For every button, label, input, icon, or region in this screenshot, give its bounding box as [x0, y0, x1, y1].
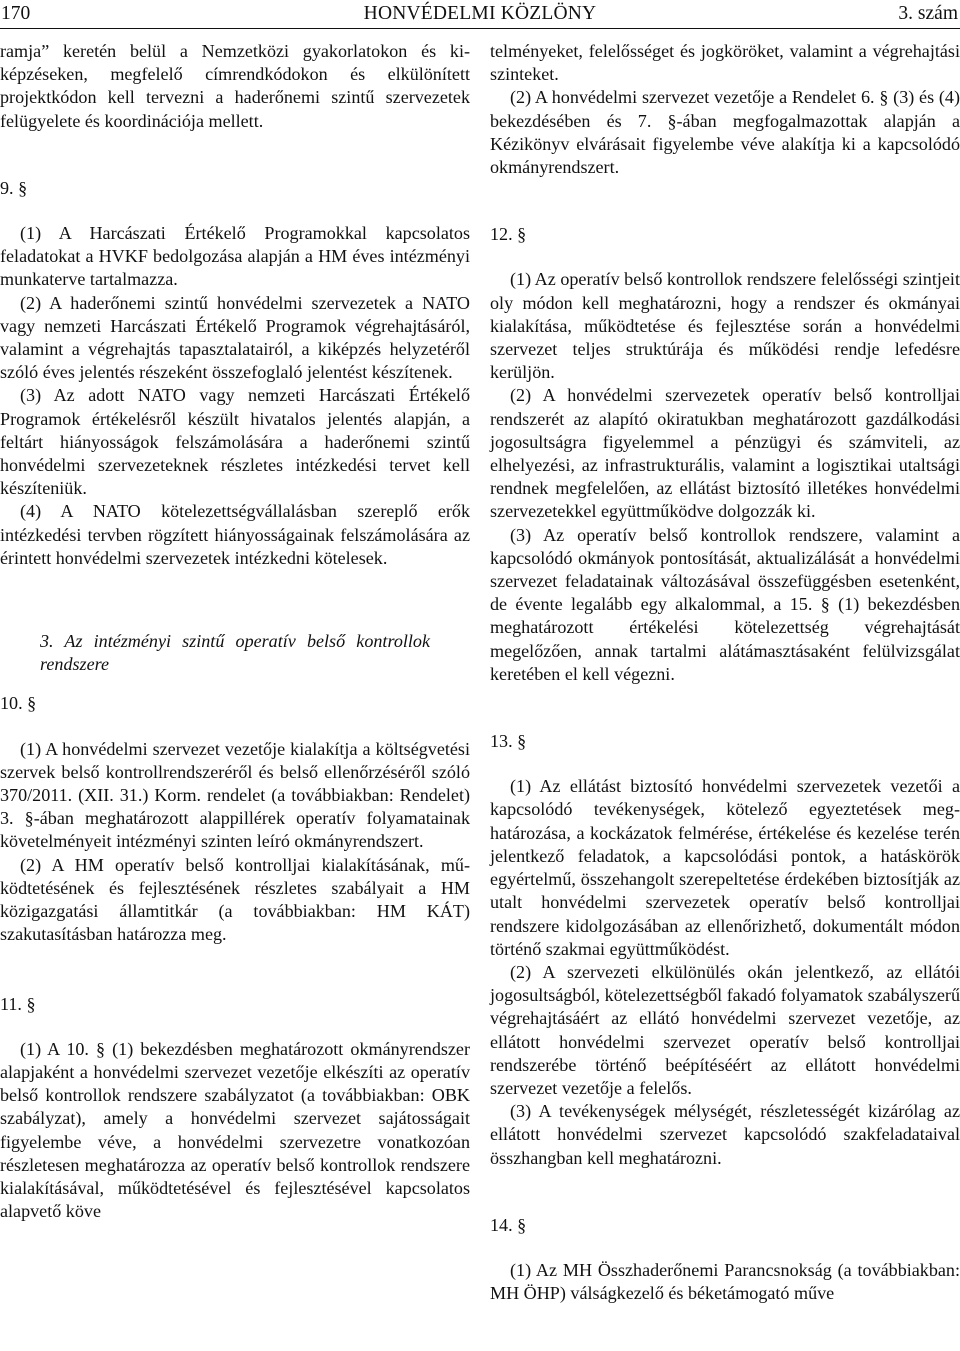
paragraph-13-2: (2) A szervezeti elkülönülés okán jelentkező, az ellátói jogosultságból, kötelezettségből fakadó folyamatok szabályszerű végrehajtásáért az ellátó honvédelmi szervezet vezetője, az ellátott honvédelmi szervezet operatív belső kontrolljai rendszerébe történő beépítéséért az ellátott honvédelmi szervezet vezetője a felelős. [490, 961, 960, 1098]
section-heading-14: 14. § [490, 1214, 527, 1235]
paragraph-14-1: (1) Az MH Összhaderőnemi Parancsnokság (a továbbiakban: MH ÖHP) válságkezelő és béketámogató műve [490, 1259, 960, 1304]
paragraph-12-1: (1) Az operatív belső kontrollok rendszere felelősségi szintjeit oly módon kell meghatározni, hogy a rendszer és okmányai kialakítása, működtetése és fejlesztése során a honvédelmi szervezet teljes struktúrája és működési rendje lefedésre kerüljön. [490, 269, 960, 383]
paragraph-continuation-right: telményeket, felelősséget és jogköröket, valamint a végrehajtási szinteket. [490, 41, 960, 85]
issue-number: 3. szám [898, 3, 958, 24]
paragraph-9-1: (1) A Harcászati Értékelő Programokkal kapcsolatos feladatokat a HVKF bedolgozása alapján a HM éves intézményi munkaterve tartalmazza. [0, 223, 470, 290]
section-heading-13: 13. § [490, 731, 527, 752]
paragraph-continuation: ramja” keretén belül a Nemzetközi gyakorlatokon és kiképzéseken, megfelelő címrendkódokon és elkülönített projektkódon kell tervezni a haderőnemi szintű szervezetek felügyelete és koordinációja mellett. [0, 41, 470, 131]
section-heading-10: 10. § [0, 693, 37, 714]
section-heading-9: 9. § [0, 177, 28, 198]
section-heading-12: 12. § [490, 224, 527, 245]
page-number: 170 [1, 3, 31, 24]
paragraph-9-4: (4) A NATO kötelezettségvállalásban szereplő erők intézkedési tervben rögzített hiányosságainak felszámolására az érintett honvédelmi szervezetek intézkedni kötelesek. [0, 501, 470, 568]
paragraph-13-3: (3) A tevékenységek mélységét, részletességét kizárólag az ellátott honvédelmi szervezet kapcsolódó szakfeladataival összhangban kell meghatározni. [490, 1101, 960, 1168]
chapter-title: 3. Az intézményi szintű operatív belső kontrollok rendszere [40, 631, 430, 675]
paragraph-9-3: (3) Az adott NATO vagy nemzeti Harcászati Értékelő Programok értékelésről készült hivatalos jelentés alapján, a feltárt hiányosságok felszámolására a haderőnemi szintű honvédelmi szervezeteknek részletes intézkedési tervet kell készíteniük. [0, 385, 470, 499]
header-rule [0, 28, 960, 29]
paragraph-12-2: (2) A honvédelmi szervezetek operatív belső kontrolljai rendszerét az alapító okiratukban meghatározott gazdálkodási jogosultságra figyelemmel a pénzügyi és számviteli, az elhelyezési, az infrastrukturális, valamint a logisztikai utaltsági rendnek megfelelően, az ellátást biztosító illetékes honvédelmi szervezetekkel együttműködve dolgozzák ki. [490, 385, 960, 522]
right-column [490, 40, 960, 1305]
paragraph-12-3: (3) Az operatív belső kontrollok rendszere, valamint a kapcsolódó okmányok pontosítását, aktualizálását a honvédelmi szervezet feladatainak változásával összefüggésben esetenként, de évente legalább egy alkalommal, a 15. § (1) bekezdésben meghatározott értékelési kötelezettség végrehajtását megelőzően, annak tartalmi alátámasztásaként felülvizsgálat keretében el kell végezni. [490, 524, 960, 684]
section-heading-11: 11. § [0, 993, 36, 1014]
paragraph-10-1: (1) A honvédelmi szervezet vezetője kialakítja a költségvetési szervek belső kontrollrendszeréről és belső ellenőrzéséről szóló 370/2011. (XII. 31.) Korm. rendelet (a továbbiakban: Rendelet) 3. §-ában meghatározott alappillérek operatív folyamatainak követelményeit intézményi szinten leíró okmányrendszert. [0, 738, 470, 852]
left-column [0, 40, 470, 1223]
paragraph-10-2: (2) A HM operatív belső kontrolljai kialakításának, működtetésének és fejlesztésének részletes szabályait a HM közigazgatási államtitkár (a továbbiakban: HM KÁT) szakutasításban határozza meg. [0, 854, 470, 945]
paragraph-11-1: (1) A 10. § (1) bekezdésben meghatározott okmányrendszer alapjaként a honvédelmi szervezet vezetője elkészíti az operatív belső kontrollok rendszere szabályzatot (a továbbiakban: OBK szabályzat), amely a honvédelmi szervezet sajátosságait figyelembe véve, a honvédelmi szervezetre vonatkozóan részletesen meghatározza az operatív belső kontrollok rendszere kialakításával, működtetésével és fejlesztésével kapcsolatos alapvető köve [0, 1038, 470, 1222]
page-header [0, 0, 960, 28]
paragraph-9-2: (2) A haderőnemi szintű honvédelmi szervezetek a NATO vagy nemzeti Harcászati Értékelő Programok végrehajtásáról, valamint a végrehajtás tapasztalatairól, a kiképzés helyzetéről szóló éves jelentés részeként összefoglaló jelentést készítenek. [0, 292, 470, 383]
paragraph-11-2: (2) A honvédelmi szervezet vezetője a Rendelet 6. § (3) és (4) bekezdésében és 7. §-ában megfogalmazottak alapján a Kézikönyv elvárásait figyelembe véve alakítja ki a kapcsolódó okmányrendszert. [490, 87, 960, 178]
journal-title: HONVÉDELMI KÖZLÖNY [363, 3, 597, 24]
paragraph-13-1: (1) Az ellátást biztosító honvédelmi szervezetek vezetői a kapcsolódó tevékenységek, kötelező egyeztetések meghatározása, a kockázatok felmérése, értékelése és kezelése terén jelentkező feladatok, a kapcsolódási pontok, a hatáskörök egyértelmű, összehangolt szerepeltetése érdekében biztosítják az utalt honvédelmi szervezetek operatív belső kontrolljai rendszere kidolgozásában az ellenőrizhető, dokumentált módon történő szakmai együttműködést. [490, 776, 960, 959]
